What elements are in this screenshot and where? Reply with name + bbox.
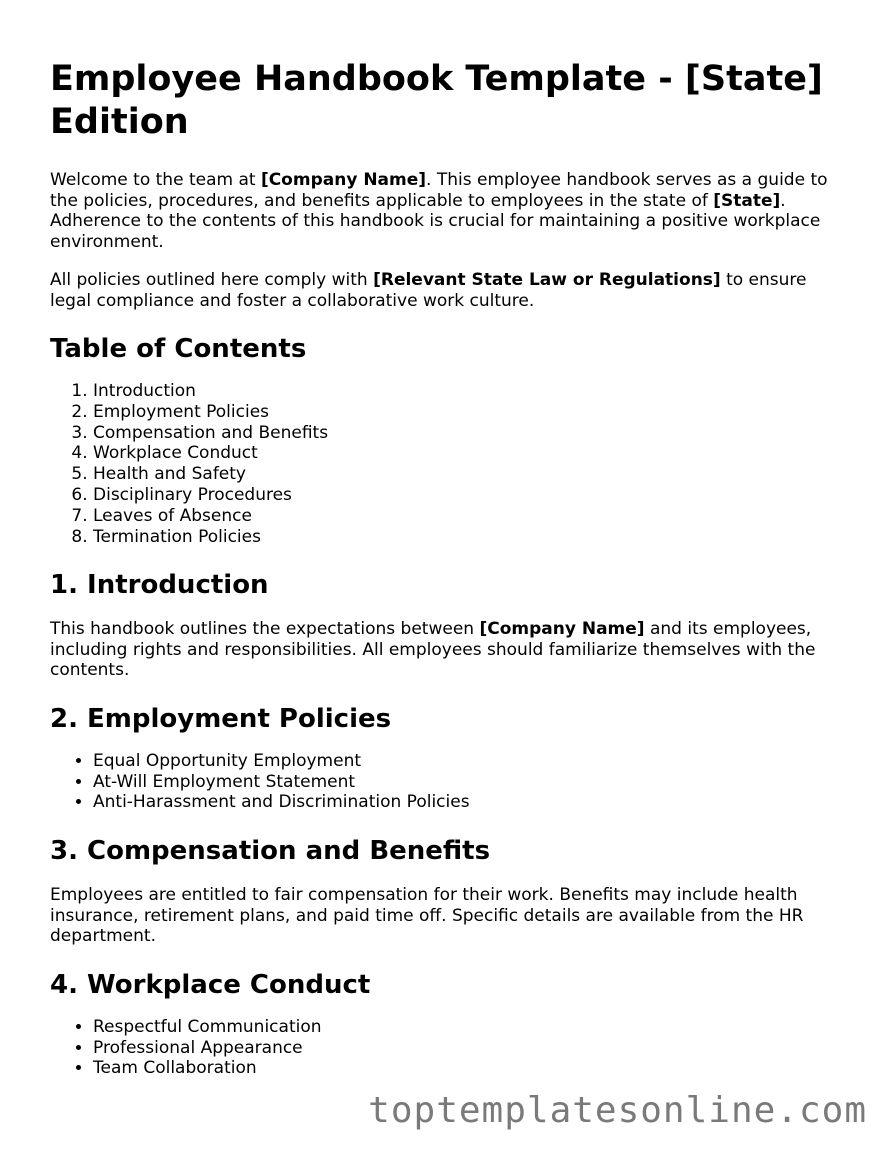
workplace-conduct-list: [50, 1017, 850, 1079]
employment-policies-list: [50, 751, 850, 813]
toc-item: 6. Disciplinary Procedures: [93, 485, 850, 506]
toc-item: 8. Termination Policies: [93, 527, 850, 548]
section-heading-workplace-conduct: 4. Workplace Conduct: [50, 969, 371, 1000]
watermark: toptemplatesonline.com: [368, 1090, 867, 1131]
toc-item: 5. Health and Safety: [93, 464, 850, 485]
state-law-placeholder: [Relevant State Law or Regulations]: [373, 270, 721, 290]
section-heading-introduction: 1. Introduction: [50, 570, 269, 601]
company-name-placeholder: [Company Name]: [479, 619, 645, 640]
toc-item: 7. Leaves of Absence: [93, 506, 850, 527]
introduction-text: and its employees, including rights and responsibilities. All employees should familiarize themselves with the contents.: [50, 619, 816, 681]
list-item: • Team Collaboration: [93, 1058, 850, 1079]
list-item: • Respectful Communication: [93, 1017, 850, 1038]
list-item: • Professional Appearance: [93, 1038, 850, 1059]
state-placeholder: [State]: [713, 190, 781, 211]
intro-paragraph-2: [50, 270, 850, 311]
toc-item: 4. Workplace Conduct: [93, 443, 850, 464]
intro-text: All policies outlined here comply with: [50, 270, 374, 290]
intro-text: Welcome to the team at: [50, 170, 261, 190]
intro-text: . This employee handbook serves as a guide to the policies, procedures, and benefits applicable to employees in the state of: [50, 170, 828, 211]
toc-list: [50, 381, 850, 547]
document-page: [50, 58, 850, 1101]
list-item: • Equal Opportunity Employment: [93, 751, 850, 772]
intro-paragraph-1: [50, 170, 850, 252]
list-item: • At-Will Employment Statement: [93, 772, 850, 793]
toc-item: 1. Introduction: [93, 381, 850, 402]
list-item: • Anti-Harassment and Discrimination Policies: [93, 792, 850, 813]
compensation-paragraph: Employees are entitled to fair compensation for their work. Benefits may include health insurance, retirement plans, and paid time off. Specific details are available from the HR department.: [50, 885, 804, 947]
introduction-text: This handbook outlines the expectations between: [50, 619, 480, 640]
intro-text: . Adherence to the contents of this handbook is crucial for maintaining a positive workplace environment.: [50, 190, 821, 252]
company-name-placeholder: [Company Name]: [260, 170, 427, 190]
intro-text: to ensure legal compliance and foster a collaborative work culture.: [50, 270, 807, 311]
toc-heading: Table of Contents: [50, 334, 307, 364]
introduction-paragraph: [50, 619, 850, 681]
page-title: Employee Handbook Template - [State] Edition: [50, 59, 823, 142]
section-heading-compensation: 3. Compensation and Benefits: [50, 836, 491, 867]
toc-item: 2. Employment Policies: [93, 402, 850, 423]
toc-item: 3. Compensation and Benefits: [93, 423, 850, 444]
section-heading-employment-policies: 2. Employment Policies: [50, 703, 392, 734]
